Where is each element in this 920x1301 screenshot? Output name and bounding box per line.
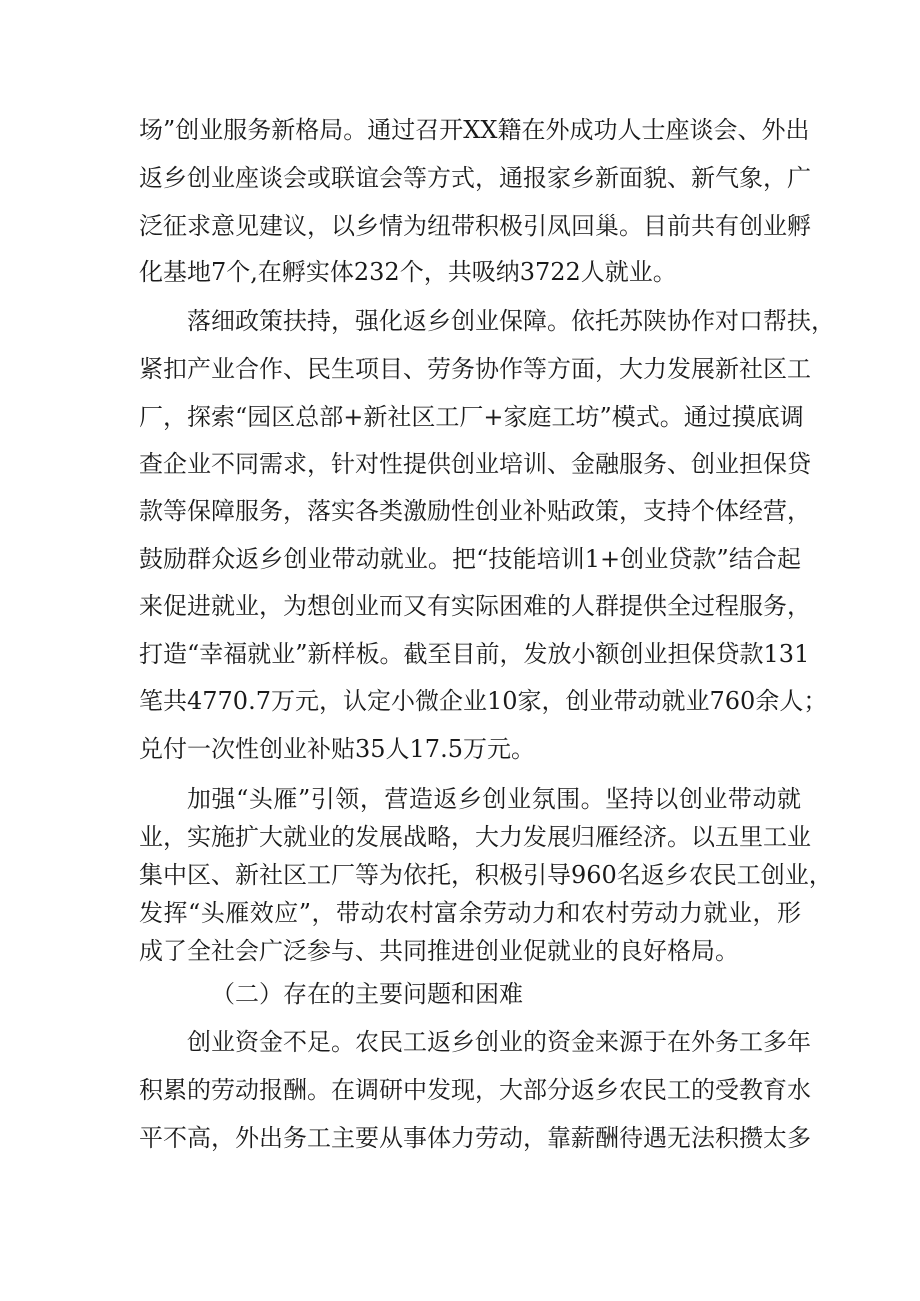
text-line: 打造“幸福就业”新样板。截至目前，发放小额创业担保贷款131: [139, 640, 810, 668]
text-line: 款等保障服务，落实各类激励性创业补贴政策，支持个体经营，: [139, 497, 811, 525]
text-line: 泛征求意见建议，以乡情为纽带积极引凤回巢。目前共有创业孵: [139, 212, 811, 240]
text-line: 成了全社会广泛参与、共同推进创业促就业的良好格局。: [139, 937, 739, 965]
text-line: 创业资金不足。农民工返乡创业的资金来源于在外务工多年: [187, 1028, 811, 1056]
text-line: 发挥“头雁效应”，带动农村富余劳动力和农村劳动力就业，形: [139, 899, 801, 927]
text-line: 兑付一次性创业补贴35人17.5万元。: [139, 735, 535, 763]
text-line: 紧扣产业合作、民生项目、劳务协作等方面，大力发展新社区工: [139, 355, 811, 383]
section-heading: （二）存在的主要问题和困难: [211, 980, 523, 1008]
text-line: 落细政策扶持，强化返乡创业保障。依托苏陕协作对口帮扶，: [187, 307, 835, 335]
text-line: 来促进就业，为想创业而又有实际困难的人群提供全过程服务，: [139, 592, 811, 620]
text-line: 积累的劳动报酬。在调研中发现，大部分返乡农民工的受教育水: [139, 1076, 811, 1104]
text-line: 返乡创业座谈会或联谊会等方式，通报家乡新面貌、新气象，广: [139, 164, 811, 192]
text-line: 笔共4770.7万元，认定小微企业10家，创业带动就业760余人；: [139, 687, 828, 715]
text-line: 查企业不同需求，针对性提供创业培训、金融服务、创业担保贷: [139, 450, 811, 478]
text-line: 集中区、新社区工厂等为依托，积极引导960名返乡农民工创业，: [139, 861, 833, 889]
text-line: 场”创业服务新格局。通过召开XX籍在外成功人士座谈会、外出: [139, 116, 810, 144]
text-line: 业，实施扩大就业的发展战略，大力发展归雁经济。以五里工业: [139, 823, 811, 851]
text-line: 厂，探索“园区总部+新社区工厂+家庭工坊”模式。通过摸底调: [139, 403, 804, 431]
text-line: 化基地7个,在孵实体232个，共吸纳3722人就业。: [139, 258, 677, 286]
text-line: 鼓励群众返乡创业带动就业。把“技能培训1+创业贷款”结合起: [139, 545, 801, 573]
text-line: 加强“头雁”引领，营造返乡创业氛围。坚持以创业带动就: [187, 785, 801, 813]
text-line: 平不高，外出务工主要从事体力劳动，靠薪酬待遇无法积攒太多: [139, 1124, 811, 1152]
